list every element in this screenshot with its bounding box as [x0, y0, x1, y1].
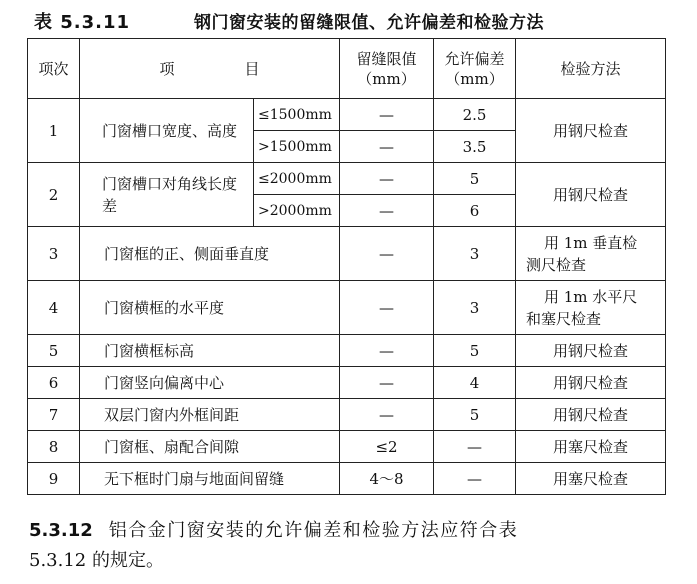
row-gap-limit: —: [340, 163, 434, 195]
table-title: 钢门窗安装的留缝限值、允许偏差和检验方法: [194, 13, 544, 33]
table-caption: [34, 6, 674, 34]
row-item: 无下框时门扇与地面间留缝: [80, 463, 340, 495]
row-gap-limit: —: [340, 399, 434, 431]
row-item: 门窗框的正、侧面垂直度: [80, 227, 340, 281]
row-method-line1: 用 1m 水平尺: [544, 287, 638, 306]
row-tolerance: —: [434, 463, 516, 495]
row-item: 门窗槽口宽度、高度: [80, 99, 254, 163]
row-gap-limit: —: [340, 195, 434, 227]
row-method-line2: 测尺检查: [526, 255, 587, 274]
inspection-table: [27, 38, 666, 495]
row-index: 9: [28, 463, 80, 495]
header-item: [80, 39, 340, 99]
row-item: 门窗竖向偏离中心: [80, 367, 340, 399]
row-gap-limit: —: [340, 99, 434, 131]
row-method: 用钢尺检查: [516, 335, 666, 367]
table-row: [28, 335, 666, 367]
row-method: 用钢尺检查: [516, 367, 666, 399]
header-gap-limit: [340, 39, 434, 99]
table-number: 表 5.3.11: [34, 12, 131, 33]
row-tolerance: 3: [434, 281, 516, 335]
row-tolerance: —: [434, 431, 516, 463]
header-gap-line2: （mm）: [357, 69, 416, 88]
header-tol-line1: 允许偏差: [444, 49, 505, 68]
row-item: 门窗横框标高: [80, 335, 340, 367]
paragraph-text-line1: 铝合金门窗安装的允许偏差和检验方法应符合表: [108, 520, 519, 541]
row-tolerance: 3: [434, 227, 516, 281]
table-row: [28, 163, 666, 195]
row-gap-limit: ≤2: [340, 431, 434, 463]
table-row: [28, 463, 666, 495]
row-item: 双层门窗内外框间距: [80, 399, 340, 431]
row-item: 门窗槽口对角线长度差: [80, 163, 254, 227]
table-row: [28, 227, 666, 281]
row-tolerance: 5: [434, 163, 516, 195]
row-index: 6: [28, 367, 80, 399]
table-row: [28, 281, 666, 335]
row-item: 门窗横框的水平度: [80, 281, 340, 335]
row-tolerance: 6: [434, 195, 516, 227]
row-gap-limit: —: [340, 367, 434, 399]
row-index: 1: [28, 99, 80, 163]
row-index: 7: [28, 399, 80, 431]
row-method: 用钢尺检查: [516, 163, 666, 227]
row-tolerance: 4: [434, 367, 516, 399]
row-condition: ≤1500mm: [254, 99, 340, 131]
row-method: [516, 227, 666, 281]
row-tolerance: 3.5: [434, 131, 516, 163]
row-gap-limit: —: [340, 281, 434, 335]
row-condition: ≤2000mm: [254, 163, 340, 195]
header-item-right: 目: [244, 59, 260, 78]
paragraph-line2: 5.3.12 的规定。: [29, 550, 164, 571]
row-method: [516, 281, 666, 335]
row-condition: >2000mm: [254, 195, 340, 227]
table-row: [28, 399, 666, 431]
row-gap-limit: —: [340, 131, 434, 163]
row-index: 4: [28, 281, 80, 335]
row-method: 用塞尺检查: [516, 463, 666, 495]
table-row: [28, 99, 666, 131]
table-header-row: [28, 39, 666, 99]
row-method: 用塞尺检查: [516, 431, 666, 463]
row-condition: >1500mm: [254, 131, 340, 163]
row-index: 8: [28, 431, 80, 463]
row-method-line2: 和塞尺检查: [526, 309, 602, 328]
header-index: 项次: [28, 39, 80, 99]
row-item: 门窗框、扇配合间隙: [80, 431, 340, 463]
row-tolerance: 5: [434, 335, 516, 367]
row-tolerance: 2.5: [434, 99, 516, 131]
row-gap-limit: —: [340, 227, 434, 281]
row-index: 2: [28, 163, 80, 227]
row-tolerance: 5: [434, 399, 516, 431]
header-gap-line1: 留缝限值: [356, 49, 417, 68]
row-gap-limit: —: [340, 335, 434, 367]
table-row: [28, 367, 666, 399]
header-method: 检验方法: [516, 39, 666, 99]
row-method-line1: 用 1m 垂直检: [544, 233, 638, 252]
row-index: 5: [28, 335, 80, 367]
paragraph-line1: [29, 516, 669, 546]
body-paragraph: [29, 516, 669, 576]
row-method: 用钢尺检查: [516, 99, 666, 163]
row-index: 3: [28, 227, 80, 281]
header-item-left: 项: [159, 59, 175, 78]
header-tolerance: [434, 39, 516, 99]
clause-number: 5.3.12: [29, 520, 93, 541]
table-row: [28, 431, 666, 463]
header-tol-line2: （mm）: [445, 69, 504, 88]
row-method: 用钢尺检查: [516, 399, 666, 431]
row-gap-limit: 4～8: [340, 463, 434, 495]
